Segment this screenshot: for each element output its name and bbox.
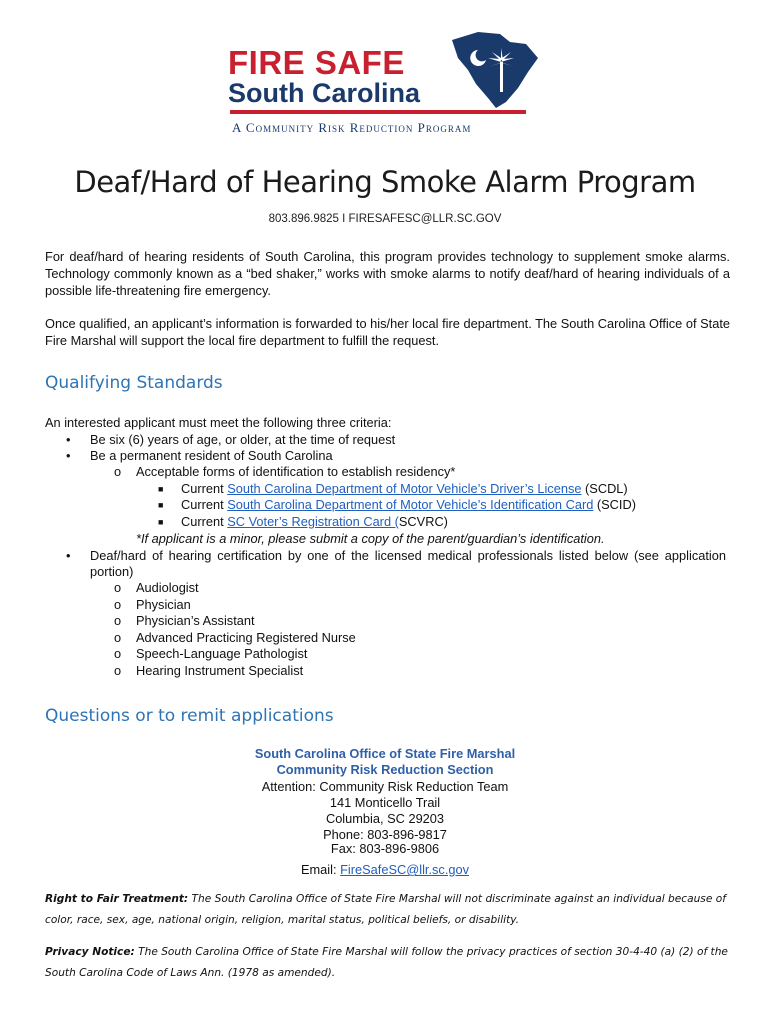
privacy-notice: Privacy Notice: The South Carolina Office of State Fire Marshal will follow the privacy practices of section 30-4-40 (a) (2) of the South Carolina Code of Laws Ann. (1978 as amended). — [45, 946, 728, 979]
criterion-certification: Deaf/hard of hearing certification by one of the licensed medical professionals listed below (see application portion) — [90, 548, 726, 579]
circle-bullet-icon: o — [114, 630, 122, 645]
circle-bullet-icon: o — [114, 663, 122, 678]
page-title: Deaf/Hard of Hearing Smoke Alarm Program — [74, 165, 696, 199]
fax-number: Fax: 803-896-9806 — [330, 840, 440, 856]
intro-paragraph-1: For deaf/hard of hearing residents of South Carolina, this program provides technology to supplement smoke alarms. Technology commonly known as a “bed shaker,” works with smoke alarms to notify deaf/hard of hearing individuals of a possible life-threatening fire emergency. — [45, 249, 730, 298]
logo-line1: FIRE SAFE — [228, 44, 405, 81]
circle-bullet-icon: o — [114, 613, 122, 628]
email-line: Email: FireSafeSC@llr.sc.gov — [300, 862, 470, 878]
professional-item: Audiologist — [136, 580, 199, 595]
circle-bullet-icon: o — [114, 464, 122, 479]
contact-line: 803.896.9825 I FIRESAFESC@LLR.SC.GOV — [268, 213, 502, 225]
mailing-address — [0, 746, 770, 878]
id-option-scdl: Current South Carolina Department of Motor Vehicle’s Driver’s License (SCDL) — [181, 481, 628, 496]
email-link[interactable]: FireSafeSC@llr.sc.gov — [340, 862, 470, 878]
scid-link[interactable]: South Carolina Department of Motor Vehicle’s Identification Card — [227, 497, 594, 512]
logo-tagline: A Community Risk Reduction Program — [232, 120, 472, 135]
id-option-scvrc: Current SC Voter’s Registration Card (SCVRC) — [181, 514, 448, 529]
circle-bullet-icon: o — [114, 597, 122, 612]
city-state-zip: Columbia, SC 29203 — [325, 811, 445, 827]
south-carolina-state-icon — [448, 28, 540, 110]
criterion-age: Be six (6) years of age, or older, at the time of request — [90, 432, 396, 447]
square-bullet-icon: ■ — [158, 517, 164, 527]
qualifying-heading: Qualifying Standards — [45, 373, 223, 393]
phone-number: Phone: 803-896-9817 — [323, 827, 447, 843]
street-address: 141 Monticello Trail — [329, 794, 441, 810]
id-option-scid: Current South Carolina Department of Motor Vehicle’s Identification Card (SCID) — [181, 497, 636, 512]
fire-safe-sc-logo — [200, 22, 540, 140]
professional-item: Advanced Practicing Registered Nurse — [136, 630, 356, 645]
logo-divider — [230, 110, 526, 114]
professional-item: Hearing Instrument Specialist — [136, 663, 304, 678]
scdl-link[interactable]: South Carolina Department of Motor Vehicle’s Driver’s License — [227, 481, 582, 496]
circle-bullet-icon: o — [114, 580, 122, 595]
bullet-icon: • — [66, 548, 71, 563]
criteria-lead: An interested applicant must meet the following three criteria: — [45, 415, 392, 430]
section-name: Community Risk Reduction Section — [276, 762, 494, 778]
logo-line2: South Carolina — [228, 78, 421, 108]
circle-bullet-icon: o — [114, 646, 122, 661]
square-bullet-icon: ■ — [158, 484, 164, 494]
professional-item: Physician — [136, 597, 191, 612]
privacy-label: Privacy Notice: — [45, 946, 135, 958]
scvrc-link[interactable]: SC Voter’s Registration Card ( — [227, 514, 399, 529]
id-forms-lead: Acceptable forms of identification to establish residency* — [136, 464, 456, 479]
professional-item: Physician’s Assistant — [136, 613, 255, 628]
org-name: South Carolina Office of State Fire Marshal — [254, 746, 516, 761]
criterion-residency: Be a permanent resident of South Carolina — [90, 448, 333, 463]
bullet-icon: • — [66, 448, 71, 463]
attention-line: Attention: Community Risk Reduction Team — [261, 778, 509, 794]
square-bullet-icon: ■ — [158, 500, 164, 510]
fair-treatment-notice: Right to Fair Treatment: The South Carolina Office of State Fire Marshal will not discriminate against an individual because of color, race, sex, age, national origin, religion, marital status, political beliefs, or disability. — [45, 893, 726, 926]
minor-note: *If applicant is a minor, please submit a copy of the parent/guardian’s identification. — [136, 531, 605, 546]
remit-heading: Questions or to remit applications — [45, 706, 334, 726]
intro-paragraph-2: Once qualified, an applicant’s information is forwarded to his/her local fire department. The South Carolina Office of State Fire Marshal will support the local fire department to fulfill the request. — [45, 316, 730, 348]
professional-item: Speech-Language Pathologist — [136, 646, 308, 661]
bullet-icon: • — [66, 432, 71, 447]
fair-treatment-label: Right to Fair Treatment: — [45, 893, 189, 905]
